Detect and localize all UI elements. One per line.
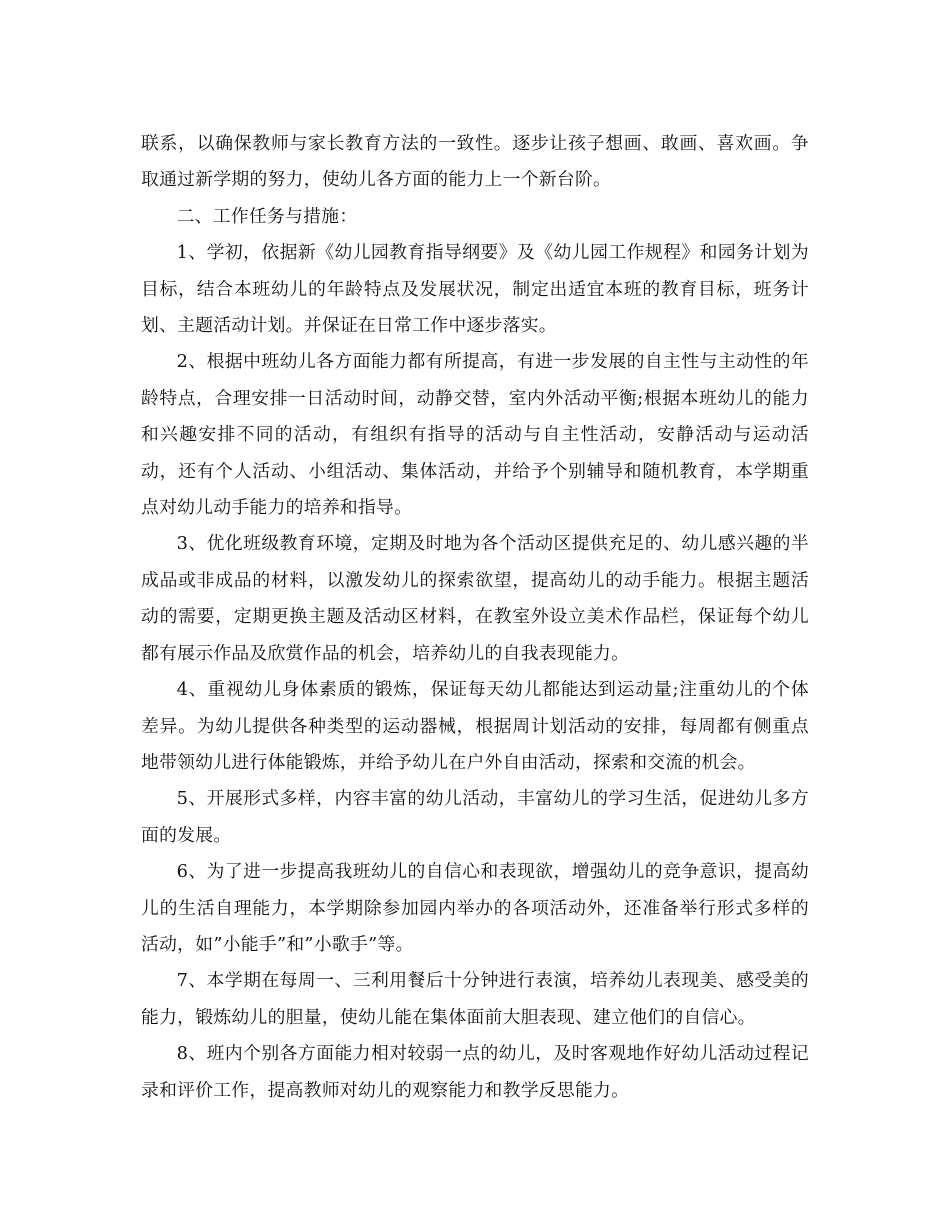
list-item-7: 7、本学期在每周一、三利用餐后十分钟进行表演，培养幼儿表现美、感受美的能力，锻炼幼儿的胆量，使幼儿能在集体面前大胆表现、建立他们的自信心。	[141, 970, 809, 1028]
paragraph-continuation: 联系，以确保教师与家长教育方法的一致性。逐步让孩子想画、敢画、喜欢画。争取通过新学期的努力，使幼儿各方面的能力上一个新台阶。	[141, 133, 809, 191]
list-item-3: 3、优化班级教育环境，定期及时地为各个活动区提供充足的、幼儿感兴趣的半成品或非成品的材料，以激发幼儿的探索欲望，提高幼儿的动手能力。根据主题活动的需要，定期更换主题及活动区材料，在教室外设立美术作品栏，保证每个幼儿都有展示作品及欣赏作品的机会，培养幼儿的自我表现能力。	[141, 533, 809, 664]
section-heading: 二、工作任务与措施：	[176, 205, 358, 227]
list-item-5: 5、开展形式多样，内容丰富的幼儿活动，丰富幼儿的学习生活，促进幼儿多方面的发展。	[141, 788, 809, 846]
list-item-6: 6、为了进一步提高我班幼儿的自信心和表现欲，增强幼儿的竞争意识，提高幼儿的生活自理能力，本学期除参加园内举办的各项活动外，还准备举行形式多样的活动，如”小能手”和”小歌手”等。	[141, 861, 809, 955]
list-item-1: 1、学初，依据新《幼儿园教育指导纲要》及《幼儿园工作规程》和园务计划为目标，结合本班幼儿的年龄特点及发展状况，制定出适宜本班的教育目标，班务计划、主题活动计划。并保证在日常工作中逐步落实。	[141, 242, 809, 337]
list-item-8: 8、班内个别各方面能力相对较弱一点的幼儿，及时客观地作好幼儿活动过程记录和评价工作，提高教师对幼儿的观察能力和教学反思能力。	[141, 1043, 809, 1101]
document-page	[141, 126, 809, 1109]
list-item-4: 4、重视幼儿身体素质的锻炼，保证每天幼儿都能达到运动量;注重幼儿的个体差异。为幼儿提供各种类型的运动器械，根据周计划活动的安排，每周都有侧重点地带领幼儿进行体能锻炼，并给予幼儿在户外自由活动，探索和交流的机会。	[141, 679, 809, 773]
list-item-2: 2、根据中班幼儿各方面能力都有所提高，有进一步发展的自主性与主动性的年龄特点，合理安排一日活动时间，动静交替，室内外活动平衡;根据本班幼儿的能力和兴趣安排不同的活动，有组织有指导的活动与自主性活动，安静活动与运动活动，还有个人活动、小组活动、集体活动，并给予个别辅导和随机教育，本学期重点对幼儿动手能力的培养和指导。	[141, 351, 809, 519]
